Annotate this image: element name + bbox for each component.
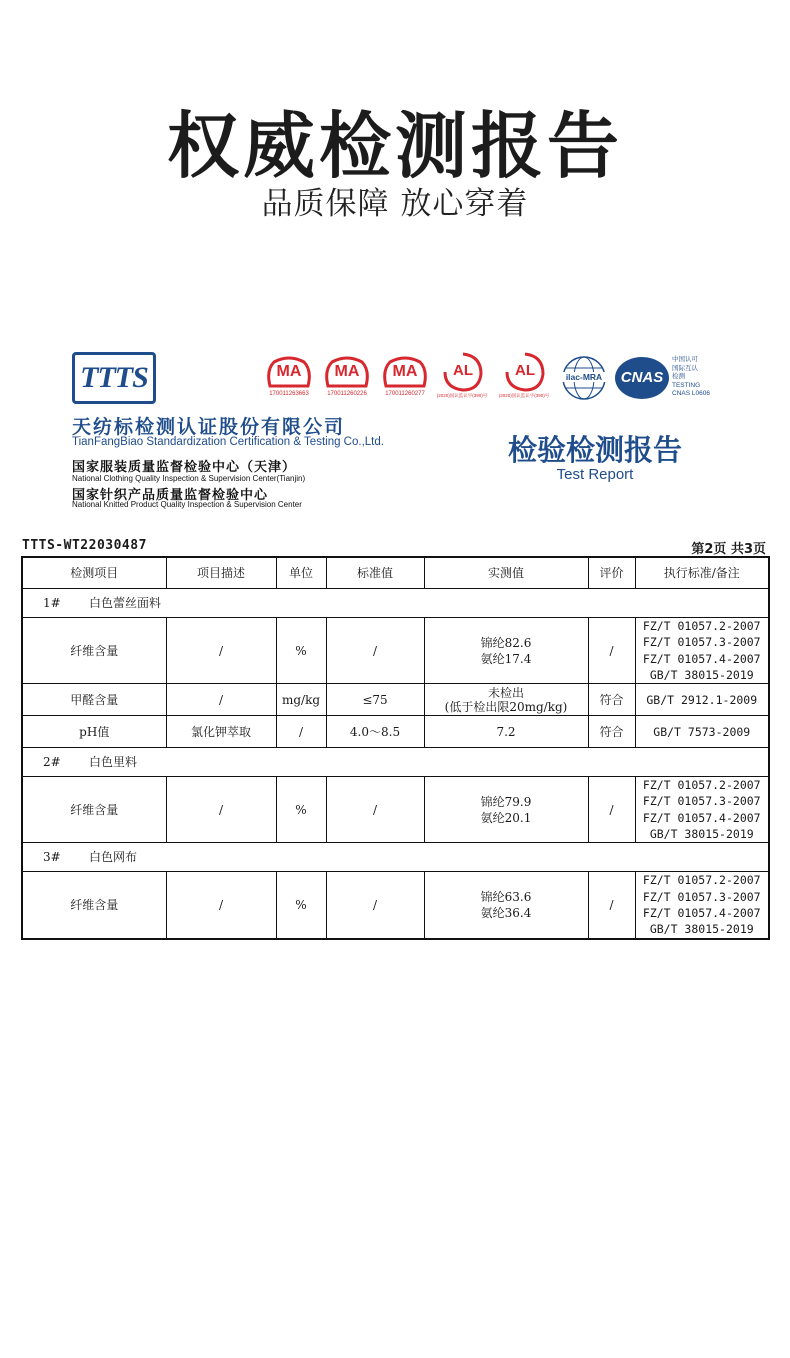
table-row: [22, 684, 769, 716]
unit-cell: /: [276, 716, 326, 748]
desc-cell: /: [166, 777, 276, 843]
cnas-mark: [614, 355, 670, 401]
sample-cell: [22, 589, 769, 618]
measured-line: 氨纶20.1: [480, 810, 532, 825]
column-header: 项目描述: [166, 557, 276, 589]
measured-cell: [424, 716, 588, 748]
measured-line: 氨纶36.4: [480, 905, 532, 920]
cma-mark-3: [380, 356, 430, 397]
basis-cell: [635, 872, 769, 939]
cal-number: (2020)国认监认字(390)号: [436, 393, 488, 398]
sample-row: [22, 748, 769, 777]
table-row: [22, 716, 769, 748]
desc-cell: /: [166, 872, 276, 939]
measured-line: 锦纶63.6: [480, 889, 532, 904]
measured-line: 锦纶82.6: [480, 635, 532, 650]
sample-cell: [22, 748, 769, 777]
company-name-cn: 天纺标检测认证股份有限公司: [72, 416, 346, 438]
basis-line: FZ/T 01057.3-2007: [642, 635, 761, 650]
sample-row: [22, 589, 769, 618]
desc-cell: 氯化钾萃取: [166, 716, 276, 748]
eval-cell: /: [588, 777, 635, 843]
cnas-line: CNAS L0606: [672, 390, 710, 397]
cal-label: AL: [515, 362, 535, 379]
desc-cell: /: [166, 618, 276, 684]
sample-name: 白色里料: [89, 755, 138, 770]
eval-cell: 符合: [588, 716, 635, 748]
table-row: [22, 618, 769, 684]
column-header: 执行标准/备注: [635, 557, 769, 589]
basis-line: FZ/T 01057.4-2007: [642, 810, 761, 825]
cma-label: MA: [276, 363, 302, 380]
basis-cell: [635, 618, 769, 684]
cma-mark-1: [264, 356, 314, 397]
column-header: 检测项目: [22, 557, 166, 589]
basis-line: GB/T 2912.1-2009: [646, 692, 758, 707]
desc-cell: /: [166, 684, 276, 716]
measured-line: (低于检出限20mg/kg): [444, 699, 568, 714]
item-cell: pH值: [22, 716, 166, 748]
sample-number: 1#: [43, 596, 61, 610]
basis-line: FZ/T 01057.2-2007: [642, 873, 761, 888]
eval-cell: 符合: [588, 684, 635, 716]
table-header-row: [22, 557, 769, 589]
measured-line: 7.2: [496, 724, 516, 739]
standard-cell: /: [326, 872, 424, 939]
center-name-en: National Clothing Quality Inspection & Supervision Center(Tianjin): [72, 474, 306, 483]
basis-line: FZ/T 01057.2-2007: [642, 778, 761, 793]
unit-cell: %: [276, 872, 326, 939]
standard-cell: /: [326, 777, 424, 843]
unit-cell: %: [276, 777, 326, 843]
cma-label: MA: [392, 363, 418, 380]
basis-cell: [635, 777, 769, 843]
basis-line: FZ/T 01057.4-2007: [642, 651, 761, 666]
unit-cell: %: [276, 618, 326, 684]
sample-number: 3#: [43, 850, 61, 865]
basis-line: GB/T 38015-2019: [649, 922, 754, 937]
item-cell: 甲醛含量: [22, 684, 166, 716]
page-subtitle: 品质保障 放心穿着: [261, 186, 529, 222]
ilac-label: ilac-MRA: [559, 372, 609, 382]
page-indicator: 第2页 共3页: [691, 542, 766, 557]
column-header: 标准值: [326, 557, 424, 589]
basis-line: FZ/T 01057.4-2007: [642, 905, 761, 920]
cnas-line: 国际互认: [672, 364, 698, 372]
standard-cell: 4.0～8.5: [326, 716, 424, 748]
ttts-logo: TTTS: [72, 352, 156, 404]
eval-cell: /: [588, 618, 635, 684]
cma-number: 170011260226: [327, 391, 367, 397]
basis-line: GB/T 7573-2009: [653, 724, 751, 739]
cal-mark-2: [498, 352, 550, 398]
basis-cell: [635, 684, 769, 716]
cnas-line: 中国认可: [672, 356, 698, 363]
basis-line: GB/T 38015-2019: [649, 827, 754, 842]
sample-name: 白色网布: [89, 850, 138, 865]
item-cell: 纤维含量: [22, 777, 166, 843]
column-header: 实测值: [424, 557, 588, 589]
table-row: [22, 872, 769, 939]
ilac-mra-mark: [561, 355, 607, 401]
sample-row: [22, 843, 769, 872]
standard-cell: /: [326, 618, 424, 684]
cnas-line: 检测: [672, 373, 685, 380]
column-header: 评价: [588, 557, 635, 589]
table-row: [22, 777, 769, 843]
basis-line: FZ/T 01057.3-2007: [642, 794, 761, 809]
cma-label: MA: [334, 363, 360, 380]
measured-line: 氨纶17.4: [480, 651, 532, 666]
cma-number: 170011263663: [269, 391, 309, 397]
measured-line: 锦纶79.9: [480, 794, 532, 809]
basis-line: GB/T 38015-2019: [649, 667, 754, 682]
basis-cell: [635, 716, 769, 748]
item-cell: 纤维含量: [22, 872, 166, 939]
test-results-table: [21, 556, 770, 940]
sample-name: 白色蕾丝面料: [89, 596, 162, 610]
measured-cell: [424, 872, 588, 939]
cma-mark-2: [322, 356, 372, 397]
center-name-en: National Knitted Product Quality Inspection & Supervision Center: [72, 500, 302, 509]
column-header: 单位: [276, 557, 326, 589]
item-cell: 纤维含量: [22, 618, 166, 684]
measured-cell: [424, 777, 588, 843]
center-name-cn: 国家服装质量监督检验中心（天津）: [72, 460, 297, 475]
report-number: TTTS-WT22030487: [22, 538, 147, 553]
center-name-cn: 国家针织产品质量监督检验中心: [72, 488, 269, 503]
sample-cell: [22, 843, 769, 872]
cnas-line: TESTING: [672, 381, 701, 389]
cma-number: 170011260277: [385, 391, 425, 397]
cal-mark-1: [436, 352, 488, 398]
sample-number: 2#: [43, 755, 61, 770]
basis-line: FZ/T 01057.3-2007: [642, 889, 761, 904]
cnas-label: CNAS: [620, 369, 664, 386]
measured-cell: [424, 618, 588, 684]
cnas-side-text: [672, 356, 710, 399]
report-title: 检验检测报告: [507, 433, 682, 467]
report-title-en: Test Report: [556, 466, 634, 483]
company-name-en: TianFangBiao Standardization Certification & Testing Co.,Ltd.: [72, 436, 384, 448]
eval-cell: /: [588, 872, 635, 939]
cal-label: AL: [453, 362, 473, 379]
measured-line: 未检出: [487, 685, 524, 700]
cal-number: (2020)国认监认字(390)号: [498, 393, 550, 398]
basis-line: FZ/T 01057.2-2007: [642, 619, 761, 633]
standard-cell: ≤75: [326, 684, 424, 716]
page-title: 权威检测报告: [166, 104, 623, 188]
unit-cell: mg/kg: [276, 684, 326, 716]
measured-cell: [424, 684, 588, 716]
